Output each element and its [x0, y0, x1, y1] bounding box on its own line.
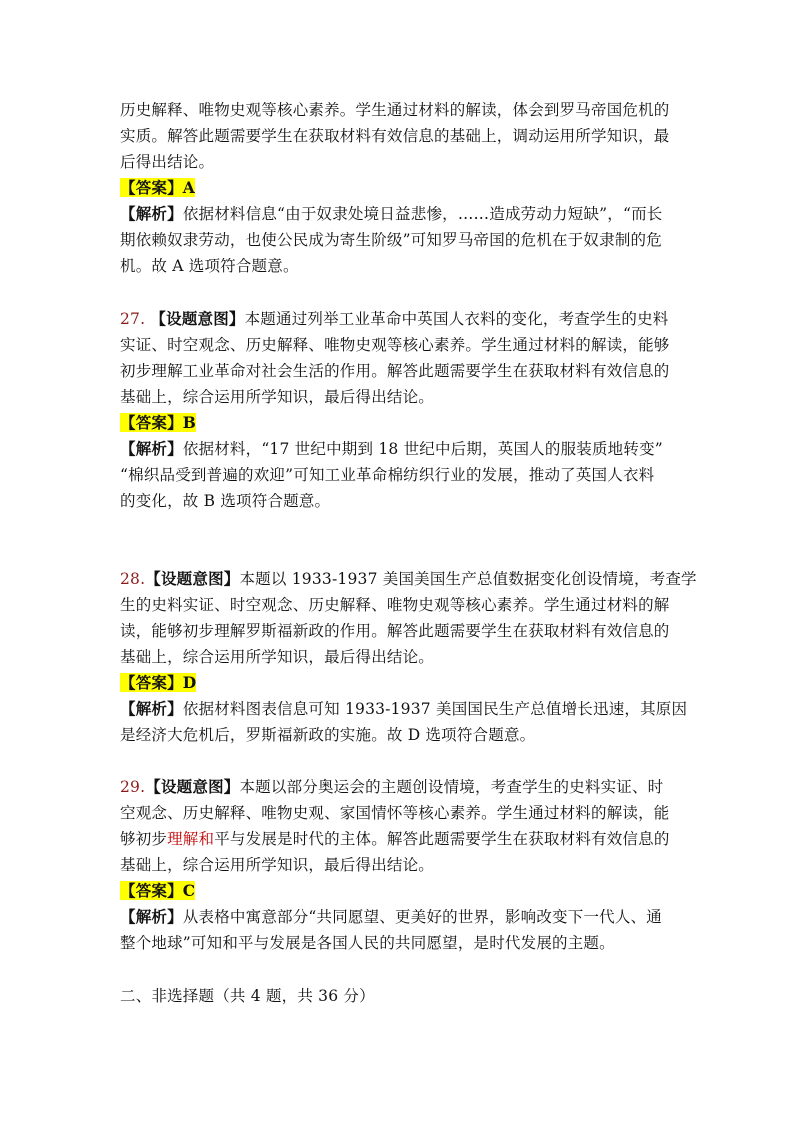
answer-line [120, 878, 195, 904]
paragraph-line: 后得出结论。 [120, 153, 215, 171]
intent-line [120, 826, 670, 852]
analysis-text: 依据材料图表信息可知 1933-1937 美国国民生产总值增长迅速，其原因 [182, 700, 688, 718]
question-number: 28. [120, 570, 146, 588]
question-number: 29. [120, 778, 146, 796]
analysis-line [120, 904, 662, 930]
analysis-line: 是经济大危机后，罗斯福新政的实施。故 D 选项符合题意。 [120, 726, 536, 744]
question-number: 27. [120, 310, 146, 328]
intent-text: 够初步 [120, 830, 168, 848]
analysis-label: 【解析】 [120, 204, 183, 223]
analysis-line: 的变化，故 B 选项符合题意。 [120, 492, 331, 510]
intent-line: 生的史料实证、时空观念、历史解释、唯物史观等核心素养。学生通过材料的解 [120, 596, 670, 614]
question-intent-line [120, 566, 697, 592]
intent-text: 本题以 1933-1937 美国美国生产总值数据变化创设情境，考查学 [239, 570, 697, 588]
analysis-line [120, 436, 663, 462]
intent-label: 【设题意图】 [145, 569, 240, 588]
answer-badge: 【答案】A [120, 178, 196, 197]
intent-line: 基础上，综合运用所学知识，最后得出结论。 [120, 856, 435, 874]
analysis-line: 期依赖奴隶劳动，也使公民成为寄生阶级”可知罗马帝国的危机在于奴隶制的危 [120, 231, 662, 249]
section-heading: 二、非选择题（共 4 题，共 36 分） [120, 987, 375, 1005]
analysis-line: “棉织品受到普遍的欢迎”可知工业革命棉纺织行业的发展，推动了英国人衣料 [120, 466, 655, 484]
analysis-line: 整个地球”可知和平与发展是各国人民的共同愿望，是时代发展的主题。 [120, 934, 615, 952]
intent-label: 【设题意图】 [145, 777, 240, 796]
analysis-line [120, 696, 687, 722]
answer-badge: 【答案】C [120, 881, 196, 900]
intent-line: 空观念、历史解释、唯物史观、家国情怀等核心素养。学生通过材料的解读，能 [120, 804, 670, 822]
analysis-label: 【解析】 [120, 907, 183, 926]
answer-line [120, 410, 196, 436]
analysis-line [120, 201, 663, 227]
intent-line: 读，能够初步理解罗斯福新政的作用。解答此题需要学生在获取材料有效信息的 [120, 622, 670, 640]
question-intent-line [120, 774, 663, 800]
answer-badge: 【答案】B [120, 413, 197, 432]
answer-badge: 【答案】D [120, 673, 197, 692]
intent-line: 实证、时空观念、历史解释、唯物史观等核心素养。学生通过材料的解读，能够 [120, 336, 670, 354]
answer-line [120, 175, 195, 201]
paragraph-line: 历史解释、唯物史观等核心素养。学生通过材料的解读，体会到罗马帝国危机的 [120, 101, 670, 119]
analysis-label: 【解析】 [120, 439, 183, 458]
analysis-text: 依据材料信息“由于奴隶处境日益悲惨，……造成劳动力短缺”，“而长 [182, 205, 663, 223]
question-intent-line [120, 306, 669, 332]
analysis-text: 依据材料，“17 世纪中期到 18 世纪中后期，英国人的服装质地转变” [182, 440, 663, 458]
intent-line: 基础上，综合运用所学知识，最后得出结论。 [120, 388, 435, 406]
intent-highlight-text: 理解和 [167, 830, 215, 848]
intent-line: 初步理解工业革命对社会生活的作用。解答此题需要学生在获取材料有效信息的 [120, 362, 670, 380]
intent-text: 本题以部分奥运会的主题创设情境，考查学生的史料实证、时 [239, 778, 664, 796]
analysis-label: 【解析】 [120, 699, 183, 718]
intent-text: 本题通过列举工业革命中英国人衣料的变化，考查学生的史料 [244, 310, 669, 328]
paragraph-line: 实质。解答此题需要学生在获取材料有效信息的基础上，调动运用所学知识，最 [120, 127, 670, 145]
answer-line [120, 670, 196, 696]
intent-text: 平与发展是时代的主体。解答此题需要学生在获取材料有效信息的 [214, 830, 670, 848]
intent-line: 基础上，综合运用所学知识，最后得出结论。 [120, 648, 435, 666]
analysis-line: 机。故 A 选项符合题意。 [120, 257, 299, 275]
intent-label: 【设题意图】 [150, 309, 245, 328]
analysis-text: 从表格中寓意部分“共同愿望、更美好的世界，影响改变下一代人、通 [182, 908, 662, 926]
